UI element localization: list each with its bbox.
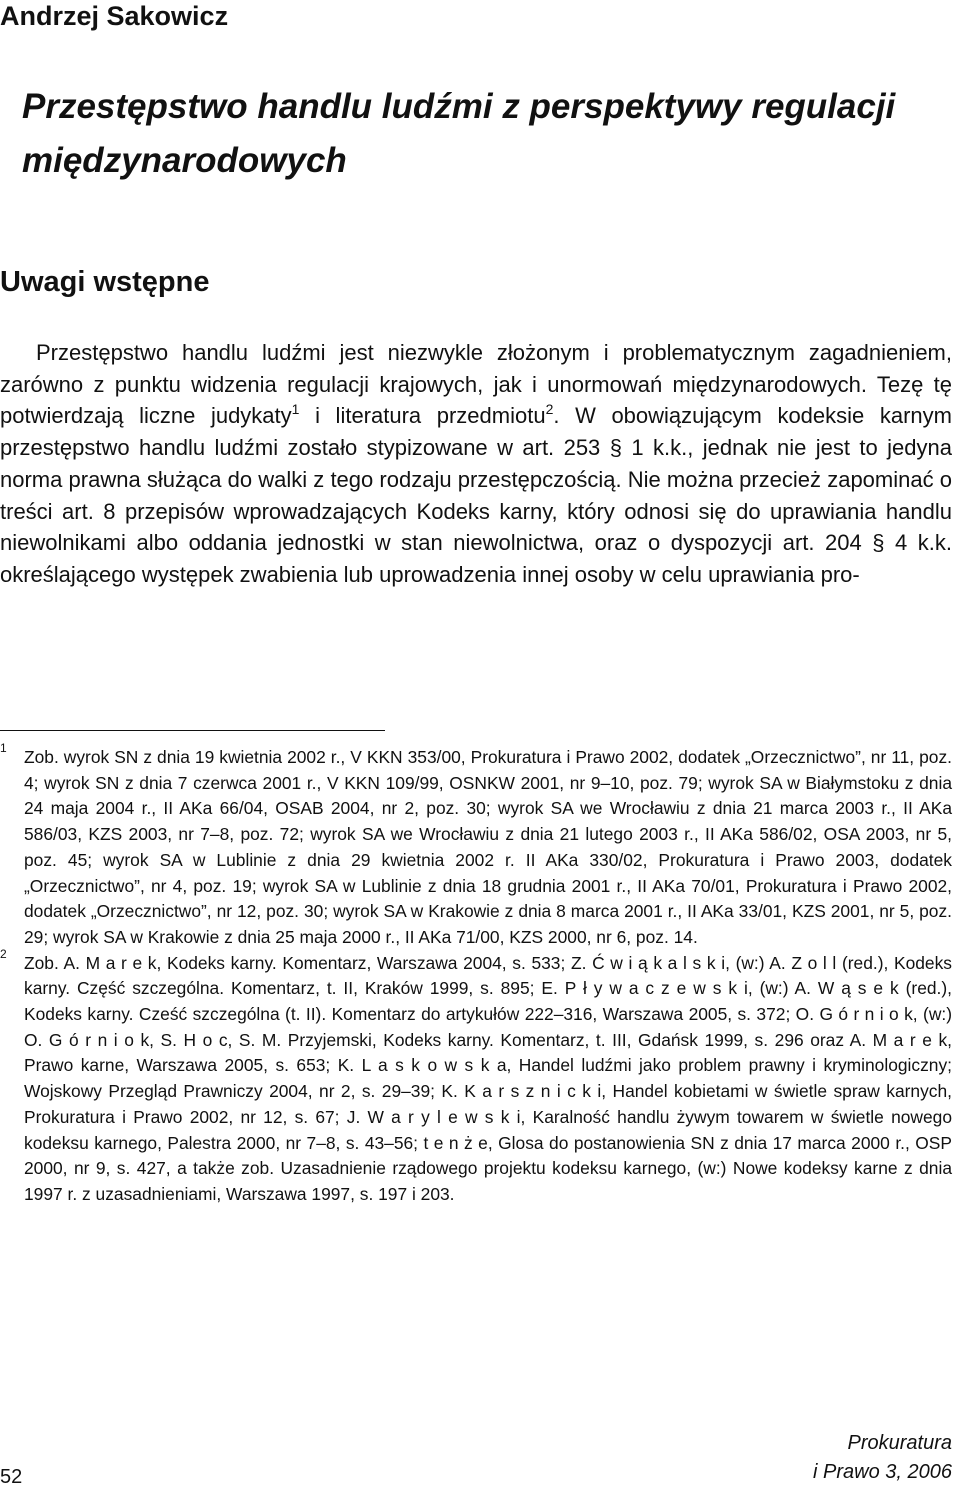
body-text-part-3: . W obowiązującym kodeksie karnym przestępstwo handlu ludźmi zostało stypizowane w art. 253 § 1 k.k., jednak nie jest to jedyna norma prawna służąca do walki z tego rodzaju przestępczością. Nie można przecież zapominać o treści art. 8 przepisów wprowadzających Kodeks karny, który odnosi się do uprawiania handlu niewolnikami albo oddania jednostki w stan niewolnictwa, oraz o dyspozycji art. 204 § 4 k.k. określającego występek zwabienia lub uprowadzenia innej osoby w celu uprawiania pro- xyxy=(0,403,952,587)
footnote-separator xyxy=(0,730,385,731)
footnote-2 xyxy=(0,946,952,1208)
body-paragraph xyxy=(0,337,952,591)
footnote-number: 1 xyxy=(0,741,7,755)
footnote-text: Zob. A. M a r e k, Kodeks karny. Komentarz, Warszawa 2004, s. 533; Z. Ć w i ą k a l s k i, (w:) A. Z o l l (red.), Kodeks karny. Część szczególna. Komentarz, t. II, Kraków 1999, s. 895; E. P ł y w a c z e w s k i, (w:) A. W ą s e k (red.), Kodeks karny. Cześć szczególna (t. II). Komentarz do artykułów 222–316, Warszawa 2005, s. 372; O. G ó r n i o k, (w:) O. G ó r n i o k, S. H o c, S. M. Przyjemski, Kodeks karny. Komentarz, t. III, Gdańsk 1999, s. 296 oraz A. M a r e k, Prawo karne, Warszawa 2005, s. 653; K. L a s k o w s k a, Handel ludźmi jako problem prawny i kryminologiczny; Wojskowy Przegląd Prawniczy 2004, nr 2, s. 29–39; K. K a r s z n i c k i, Handel kobietami w świetle spraw karnych, Prokuratura i Prawo 2002, nr 12, s. 67; J. W a r y l e w s k i, Karalność handlu żywym towarem w świetle nowego kodeksu karnego, Palestra 2000, nr 7–8, s. 43–56; t e n ż e, Glosa do postanowienia SN z dnia 17 marca 2000 r., OSP 2000, nr 9, s. 427, a także zob. Uzasadnienie rządowego projektu kodeksu karnego, (w:) Nowe kodeksy karne z dnia 1997 r. z uzasadnieniami, Warszawa 1997, s. 197 i 203. xyxy=(24,952,952,1204)
article-title: Przestępstwo handlu ludźmi z perspektywy regulacji międzynarodowych xyxy=(22,87,896,180)
page-number: 52 xyxy=(0,1466,23,1488)
body-text-part-2: i literatura przedmiotu xyxy=(299,403,546,429)
journal-name: Prokuratura xyxy=(847,1432,952,1454)
footnote-number: 2 xyxy=(0,946,7,961)
section-heading: Uwagi wstępne xyxy=(0,266,210,298)
footnote-reference-1[interactable]: 1 xyxy=(291,401,300,418)
footnotes xyxy=(0,741,952,1208)
body-text-part-1: Przestępstwo handlu ludźmi jest niezwykle złożonym i problematycznym zagadnieniem, zarówno z punktu widzenia regulacji krajowych, jak i unormowań międzynarodowych. Tezę tę potwierdzają liczne judykaty xyxy=(0,340,952,429)
journal-issue: i Prawo 3, 2006 xyxy=(813,1461,952,1483)
footnote-reference-2[interactable]: 2 xyxy=(545,401,554,418)
journal-footer xyxy=(652,1429,952,1487)
footnote-text: Zob. wyrok SN z dnia 19 kwietnia 2002 r., V KKN 353/00, Prokuratura i Prawo 2002, dodatek „Orzecznictwo”, nr 11, poz. 4; wyrok SN z dnia 7 czerwca 2001 r., V KKN 109/99, OSNKW 2001, nr 9–10, poz. 79; wyrok SA w Białymstoku z dnia 24 maja 2004 r., II AKa 66/04, OSAB 2004, nr 2, poz. 30; wyrok SA we Wrocławiu z dnia 21 marca 2003 r., II AKa 586/03, KZS 2003, nr 7–8, poz. 72; wyrok SA we Wrocławiu z dnia 21 lutego 2003 r., II AKa 586/02, OSA 2003, nr 5, poz. 45; wyrok SA w Lublinie z dnia 29 kwietnia 2002 r. II AKa 330/02, Prokuratura i Prawo 2003, dodatek „Orzecznictwo”, nr 4, poz. 19; wyrok SA w Lublinie z dnia 18 grudnia 2001 r., II AKa 70/01, Prokuratura i Prawo 2002, dodatek „Orzecznictwo”, nr 12, poz. 30; wyrok SA w Krakowie z dnia 8 marca 2001 r., II AKa 33/01, KZS 2001, nr 5, poz. 29; wyrok SA w Krakowie z dnia 25 maja 2000 r., II AKa 71/00, KZS 2000, nr 6, poz. 14. xyxy=(24,747,952,947)
footnote-1 xyxy=(0,741,952,951)
author-name: Andrzej Sakowicz xyxy=(0,1,229,31)
